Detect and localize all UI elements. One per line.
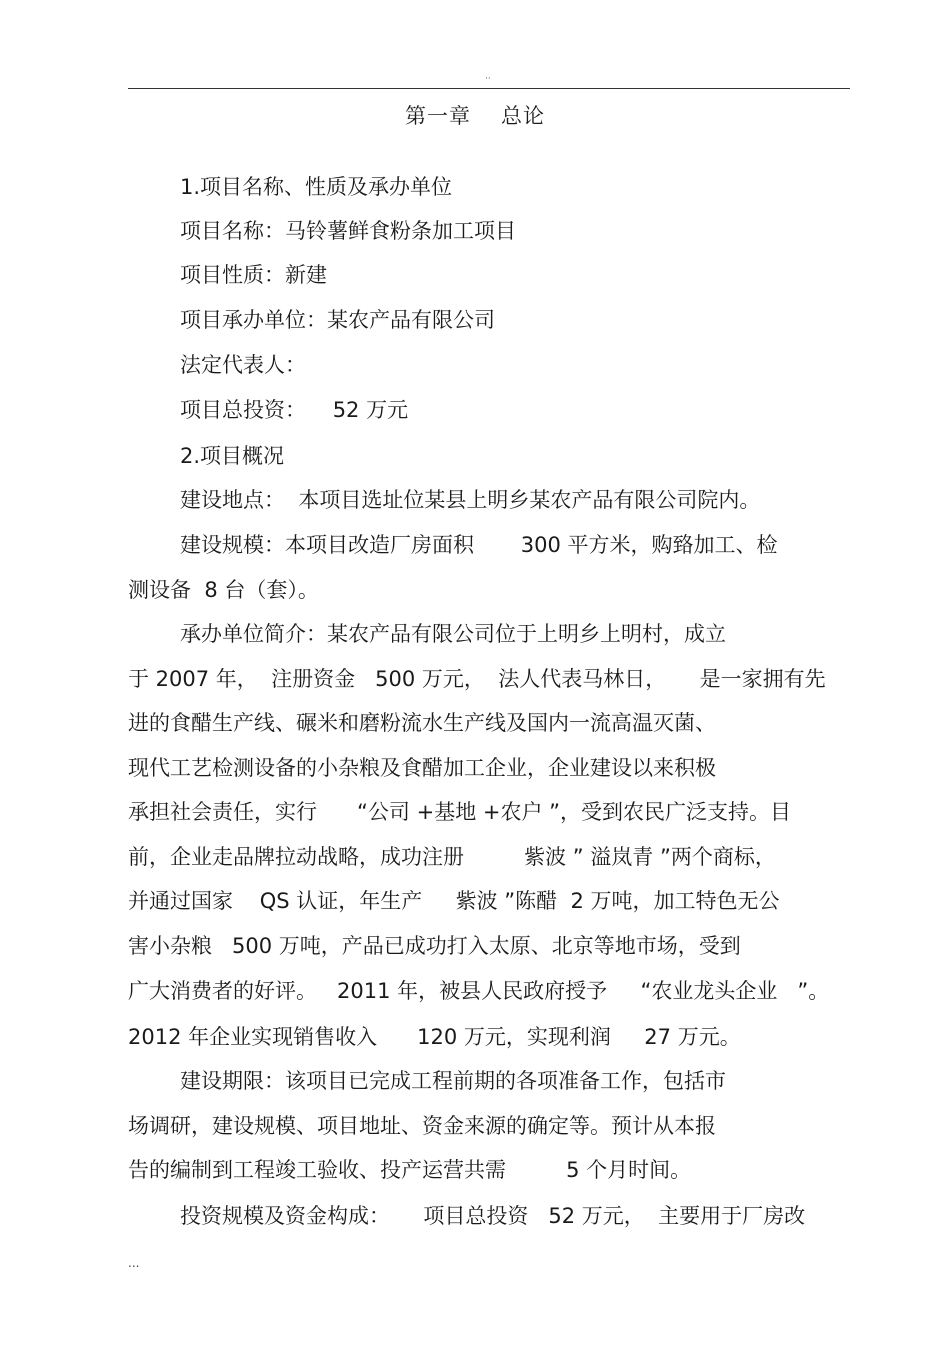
project-organizer-line: 项目承办单位：某农产品有限公司 [180, 308, 495, 332]
project-name-line: 项目名称：马铃薯鲜食粉条加工项目 [180, 219, 516, 243]
organizer-intro-line: 害小杂粮 500 万吨，产品已成功打入太原、北京等地市场，受到 [128, 934, 741, 958]
footer-marker: ... [128, 1256, 140, 1270]
section-heading-1: 1.项目名称、性质及承办单位 [180, 175, 453, 199]
header-rule [128, 88, 850, 89]
organizer-intro-line: 前，企业走品牌拉动战略，成功注册 紫波 ” 溢岚青 ”两个商标， [128, 845, 776, 869]
organizer-intro-line: 2012 年企业实现销售收入 120 万元，实现利润 27 万元。 [128, 1025, 741, 1049]
total-investment-line: 项目总投资： 52 万元 [180, 398, 409, 422]
chapter-title [0, 100, 950, 130]
organizer-intro-line: 并通过国家 QS 认证，年生产 紫波 ”陈醋 2 万吨，加工特色无公 [128, 889, 780, 913]
organizer-intro-line: 于 2007 年， 注册资金 500 万元， 法人代表马林日， 是一家拥有先 [128, 667, 826, 691]
legal-representative-line: 法定代表人： [180, 353, 306, 377]
header-marker: ·· [485, 74, 491, 84]
construction-period-line: 场调研，建设规模、项目地址、资金来源的确定等。预计从本报 [128, 1114, 716, 1138]
organizer-intro-line: 承担社会责任，实行 “公司 +基地 +农户 ”，受到农民广泛支持。目 [128, 800, 792, 824]
investment-scale-line: 投资规模及资金构成： 项目总投资 52 万元， 主要用于厂房改 [180, 1204, 806, 1228]
organizer-intro-line: 现代工艺检测设备的小杂粮及食醋加工企业，企业建设以来积极 [128, 756, 716, 780]
construction-period-line: 告的编制到工程竣工验收、投产运营共需 5 个月时间。 [128, 1158, 692, 1182]
organizer-intro-line: 广大消费者的好评。 2011 年，被县人民政府授予 “农业龙头企业 ”。 [128, 979, 830, 1003]
organizer-intro-line: 承办单位简介：某农产品有限公司位于上明乡上明村，成立 [180, 622, 726, 646]
chapter-number: 第一章 [405, 104, 471, 128]
project-nature-line: 项目性质：新建 [180, 263, 327, 287]
construction-scale-line: 建设规模：本项目改造厂房面积 300 平方米，购臵加工、检 [180, 533, 778, 557]
construction-scale-line-cont: 测设备 8 台（套）。 [128, 578, 319, 602]
construction-site-line: 建设地点： 本项目选址位某县上明乡某农产品有限公司院内。 [180, 488, 761, 512]
chapter-name: 总论 [501, 104, 545, 128]
section-heading-2: 2.项目概况 [180, 444, 285, 468]
construction-period-line: 建设期限：该项目已完成工程前期的各项准备工作，包括市 [180, 1069, 726, 1093]
organizer-intro-line: 进的食醋生产线、碾米和磨粉流水生产线及国内一流高温灭菌、 [128, 711, 716, 735]
